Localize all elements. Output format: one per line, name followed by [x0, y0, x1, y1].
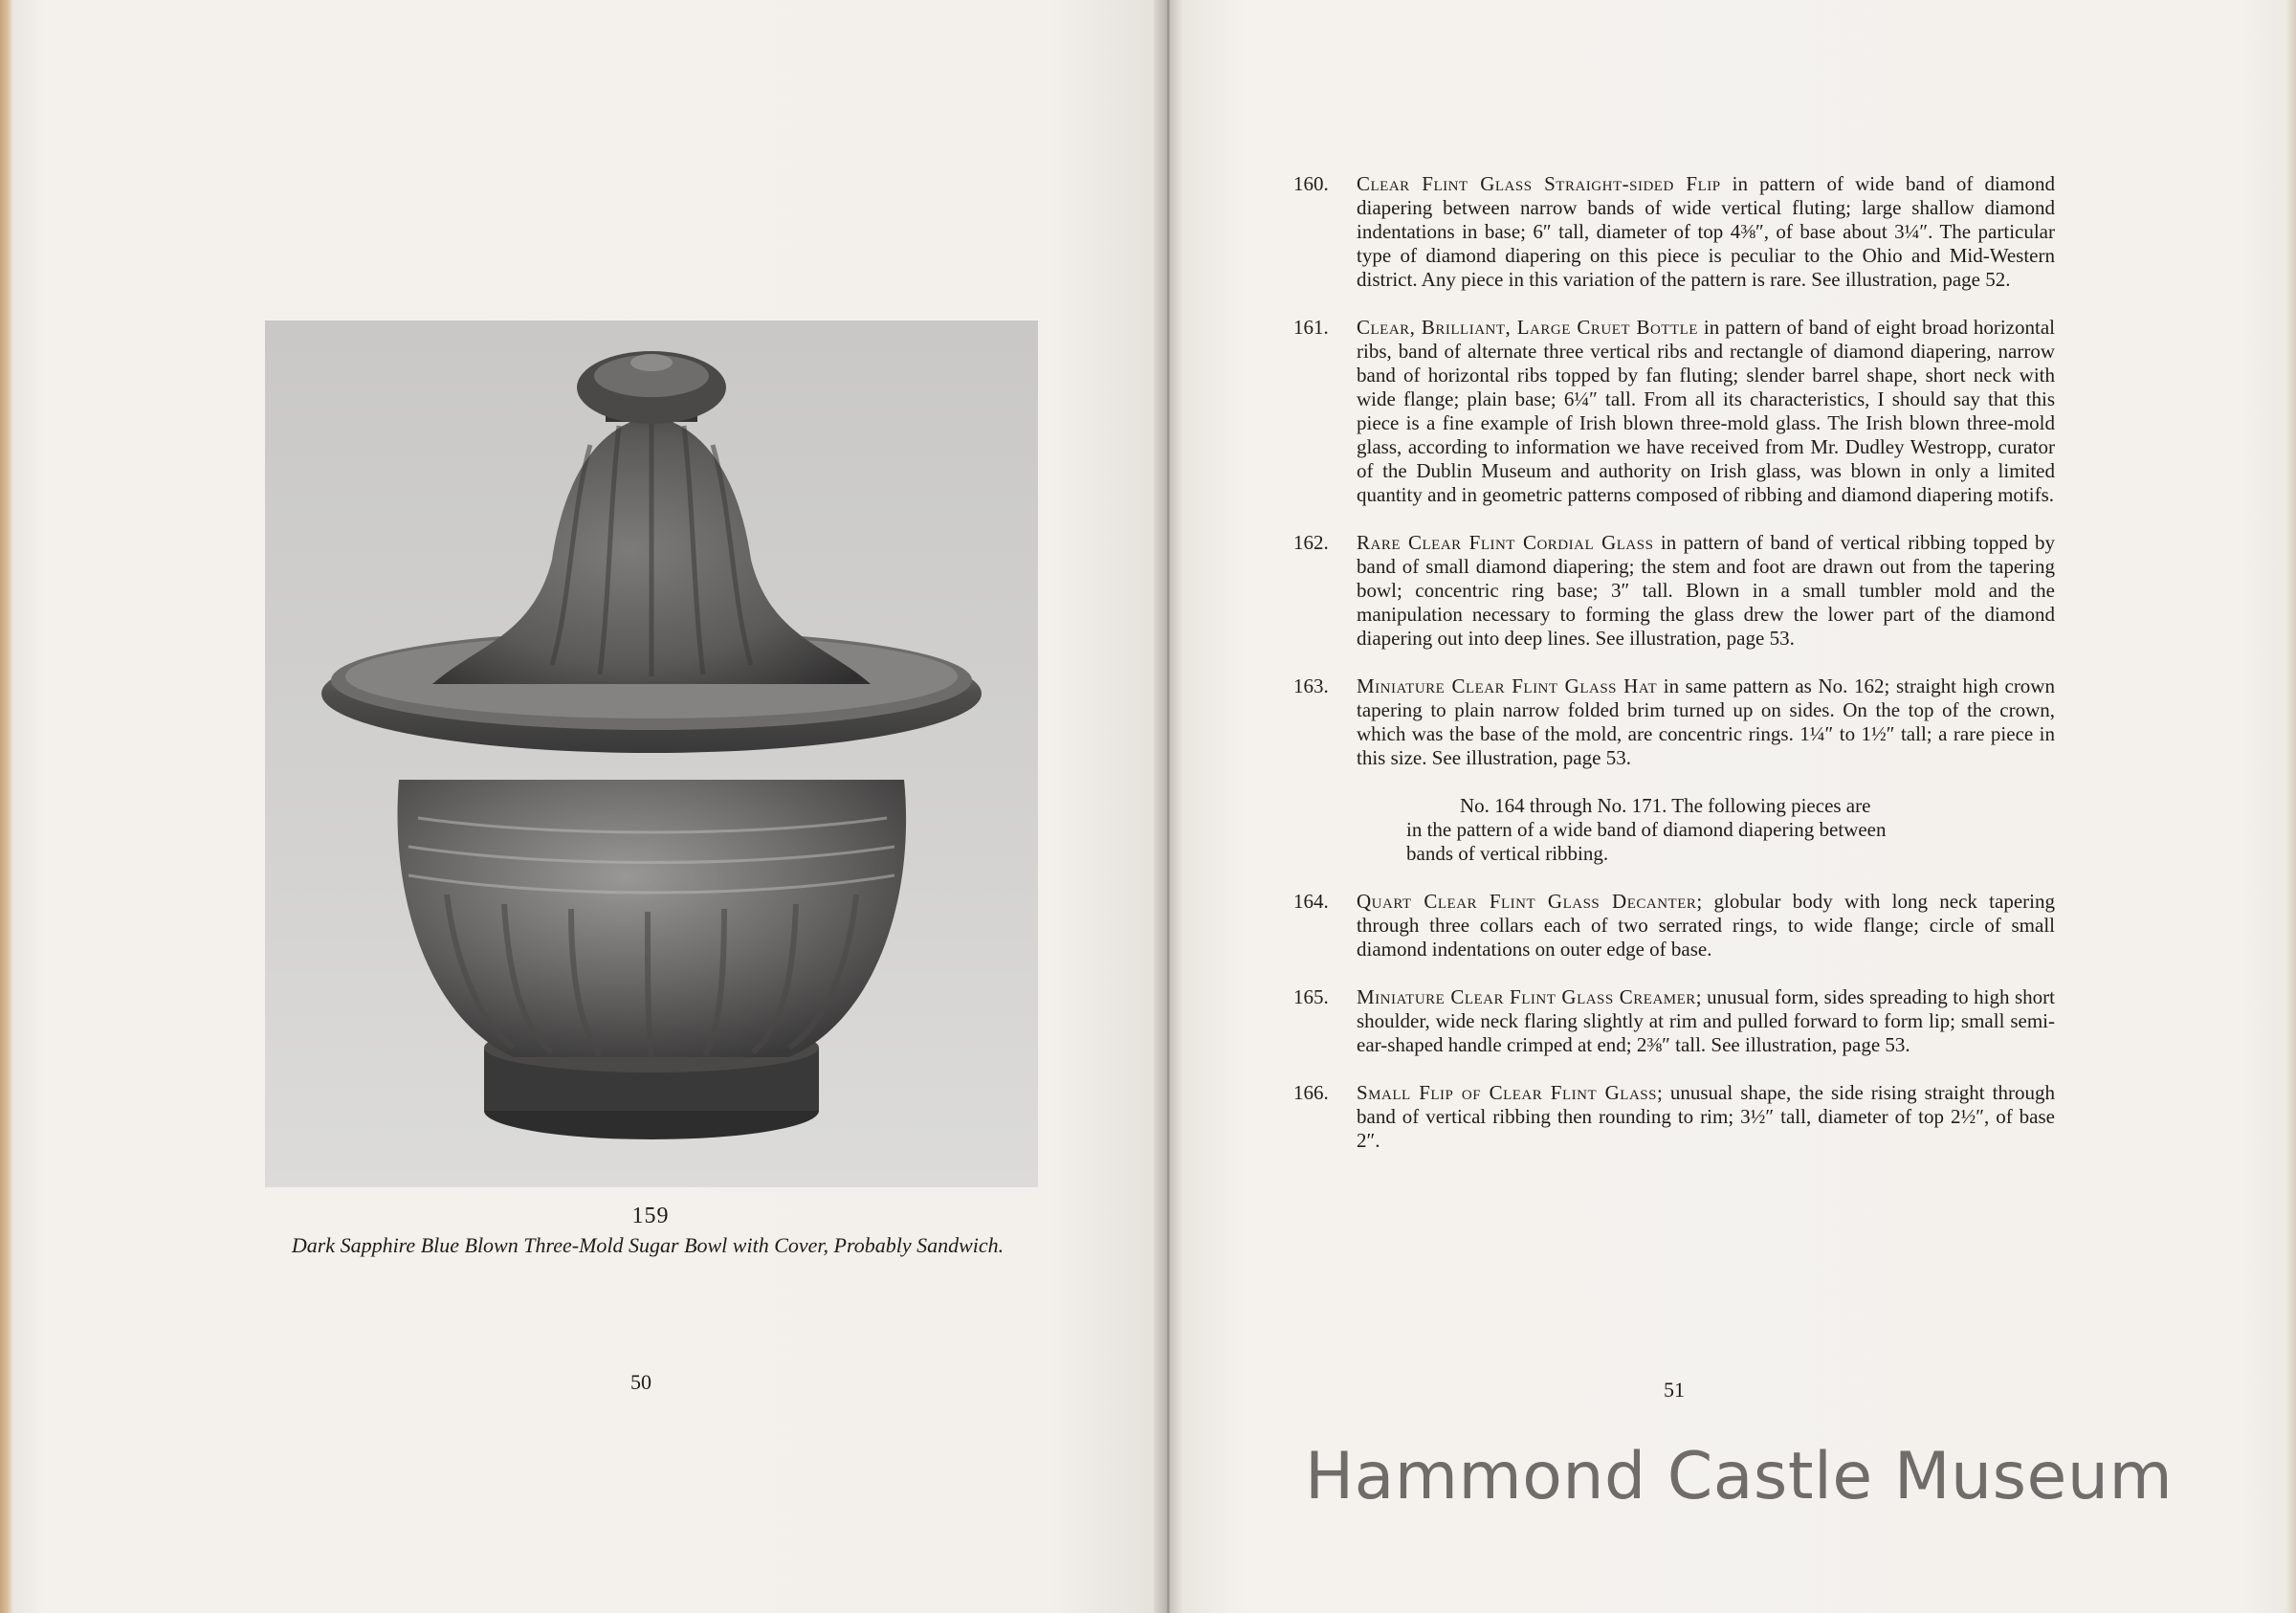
- entry-title: Quart Clear Flint Glass Decanter: [1357, 890, 1697, 913]
- figure-number: 159: [631, 1204, 670, 1228]
- catalog-entry: [1293, 316, 2055, 507]
- sugar-bowl-photograph: [265, 320, 1038, 1187]
- entry-number: 164.: [1293, 890, 1329, 913]
- catalog-entry: [1293, 1081, 2055, 1153]
- catalog-entry: [1293, 674, 2055, 770]
- museum-watermark: Hammond Castle Museum: [1305, 1439, 2174, 1514]
- entry-description: in same pattern as No. 162; straight high crown tapering to plain narrow folded brim turned up on sides. On the top of the crown, which was the base of the mold, are concentric rings. 1¼″ to 1½″ tall; a rare piece in this size. See illustration, page 53.: [1357, 674, 2055, 769]
- catalog-entries: [1293, 172, 2055, 1177]
- entry-description: ; globular body with long neck tapering through three collars each of two serrated rings, to wide flange; circle of small diamond indentations on outer edge of base.: [1357, 890, 2055, 961]
- page-number-left: 50: [630, 1370, 651, 1394]
- entry-title: Clear, Brilliant, Large Cruet Bottle: [1357, 316, 1698, 339]
- range-note: [1293, 794, 2055, 866]
- catalog-entry: [1293, 531, 2055, 651]
- catalog-entry: [1293, 985, 2055, 1057]
- entry-description: ; unusual shape, the side rising straight through band of vertical ribbing then rounding to rim; 3½″ tall, diameter of top 2½″, of base 2″.: [1357, 1081, 2055, 1152]
- page-number-right: 51: [1664, 1378, 1685, 1402]
- entry-number: 163.: [1293, 674, 1329, 697]
- entry-title: Miniature Clear Flint Glass Hat: [1357, 674, 1658, 697]
- entry-title: Small Flip of Clear Flint Glass: [1357, 1081, 1657, 1104]
- figure-caption: Dark Sapphire Blue Blown Three-Mold Sugar Bowl with Cover, Probably Sandwich.: [291, 1233, 1004, 1257]
- book-gutter: [1154, 0, 1182, 1613]
- catalog-entry: [1293, 890, 2055, 961]
- entry-number: 161.: [1293, 316, 1329, 339]
- entry-description: in pattern of band of vertical ribbing topped by band of small diamond diapering; the stem and foot are drawn out from the tapering bowl; concentric ring base; 3″ tall. Blown in a small tumbler mold and the manipulation necessary to forming the glass drew the lower part of the diamond diapering out into deep lines. See illustration, page 53.: [1357, 531, 2055, 650]
- entry-title: Miniature Clear Flint Glass Creamer: [1357, 985, 1696, 1008]
- right-page-edge: [2286, 0, 2296, 1613]
- range-note-line: in the pattern of a wide band of diamond diapering between: [1406, 818, 1887, 841]
- entry-number: 165.: [1293, 985, 1329, 1008]
- range-note-line: No. 164 through No. 171. The following pieces are: [1460, 794, 1871, 817]
- range-note-line: bands of vertical ribbing.: [1406, 842, 1609, 865]
- entry-description: in pattern of band of eight broad horizontal ribs, band of alternate three vertical ribs and rectangle of diamond diapering, narrow band of horizontal ribs topped by fan fluting; slender barrel shape, short neck with wide flange; plain base; 6¼″ tall. From all its characteristics, I should say that this piece is a fine example of Irish blown three-mold glass. The Irish blown three-mold glass, according to information we have received from Mr. Dudley Westropp, curator of the Dublin Museum and authority on Irish glass, was blown in only a limited quantity and in geometric patterns composed of ribbing and diamond diapering motifs.: [1357, 316, 2055, 506]
- entry-number: 162.: [1293, 531, 1329, 554]
- left-page-edge: [0, 0, 13, 1613]
- entry-description: in pattern of wide band of diamond diapering between narrow bands of wide vertical fluting; large shallow diamond indentations in base; 6″ tall, diameter of top 4⅜″, of base about 3¼″. The particular type of diamond diapering on this piece is peculiar to the Ohio and Mid-Western district. Any piece in this variation of the pattern is rare. See illustration, page 52.: [1357, 172, 2056, 291]
- entry-title: Rare Clear Flint Cordial Glass: [1357, 531, 1654, 554]
- entry-number: 160.: [1293, 172, 1329, 195]
- entry-title: Clear Flint Glass Straight-sided Flip: [1357, 172, 1721, 195]
- catalog-entry: [1293, 172, 2055, 292]
- entry-number: 166.: [1293, 1081, 1329, 1104]
- entry-description: ; unusual form, sides spreading to high short shoulder, wide neck flaring slightly at rim and pulled forward to form lip; small semi-ear-shaped handle crimped at end; 2⅜″ tall. See illustration, page 53.: [1357, 985, 2056, 1056]
